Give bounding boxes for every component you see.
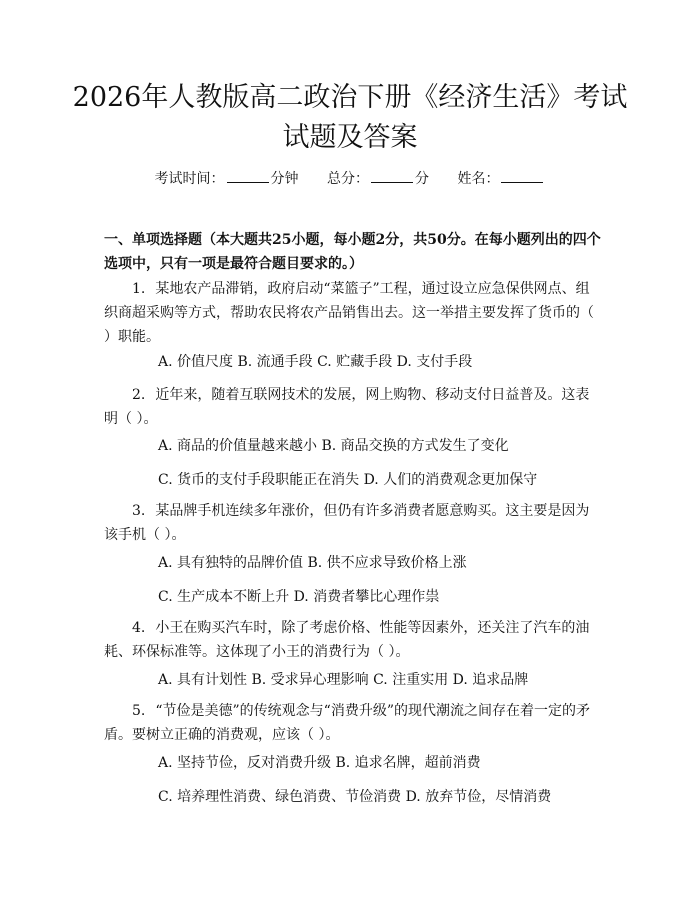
question-3-options-row-1: A. 具有独特的品牌价值 B. 供不应求导致价格上涨 (158, 555, 467, 571)
question-5 (104, 699, 600, 747)
total-score-blank (371, 168, 413, 183)
exam-time-label: 考试时间： (154, 171, 225, 187)
name-blank (501, 168, 543, 183)
question-2 (104, 383, 600, 431)
question-stem: 近年来，随着互联网技术的发展，网上购物、移动支付日益普及。这表明（ ）。 (104, 387, 590, 427)
question-5-options-row-1: A. 坚持节俭，反对消费升级 B. 追求名牌，超前消费 (158, 755, 481, 771)
question-number: 2. (132, 387, 146, 403)
section-heading: 一、单项选择题（本大题共25小题，每小题2分，共50分。在每小题列出的四个选项中，只有一项是最符合题目要求的。） (104, 232, 601, 272)
question-stem: “节俭是美德”的传统观念与“消费升级”的现代潮流之间存在着一定的矛盾。要树立正确的消费观，应该（ ）。 (104, 703, 590, 743)
question-3 (104, 499, 600, 547)
total-score-unit: 分 (415, 171, 429, 187)
question-number: 1. (132, 281, 146, 297)
exam-time-field (155, 171, 299, 187)
question-3-options-row-2: C. 生产成本不断上升 D. 消费者攀比心理作祟 (158, 589, 440, 605)
question-2-options-row-2: C. 货币的支付手段职能正在消失 D. 人们的消费观念更加保守 (158, 472, 538, 488)
question-2-options-row-1: A. 商品的价值量越来越小 B. 商品交换的方式发生了变化 (158, 438, 509, 454)
question-5-options-row-2: C. 培养理性消费、绿色消费、节俭消费 D. 放弃节俭，尽情消费 (158, 789, 552, 805)
question-1-options: A. 价值尺度 B. 流通手段 C. 贮藏手段 D. 支付手段 (158, 354, 473, 370)
exam-time-blank (227, 168, 269, 183)
question-stem: 某地农产品滞销，政府启动“菜篮子”工程，通过设立应急保供网点、组织商超采购等方式，帮助农民将农产品销售出去。这一举措主要发挥了货币的（ ）职能。 (104, 281, 594, 345)
question-stem: 某品牌手机连续多年涨价，但仍有许多消费者愿意购买。这主要是因为该手机（ ）。 (104, 503, 590, 543)
exam-info-line (0, 168, 700, 189)
question-stem: 小王在购买汽车时，除了考虑价格、性能等因素外，还关注了汽车的油耗、环保标准等。这体现了小王的消费行为（ ）。 (104, 620, 590, 660)
total-score-field (327, 171, 429, 187)
question-number: 5. (132, 703, 146, 719)
name-field (457, 171, 545, 187)
exam-time-unit: 分钟 (270, 171, 299, 187)
question-number: 3. (132, 503, 146, 519)
question-4-options: A. 具有计划性 B. 受求异心理影响 C. 注重实用 D. 追求品牌 (158, 672, 529, 688)
page-title: 2026年人教版高二政治下册《经济生活》考试试题及答案 (72, 82, 628, 153)
total-score-label: 总分： (327, 171, 369, 187)
question-4 (104, 616, 600, 664)
question-number: 4. (132, 620, 146, 636)
name-label: 姓名： (457, 171, 500, 187)
question-1 (104, 277, 600, 349)
